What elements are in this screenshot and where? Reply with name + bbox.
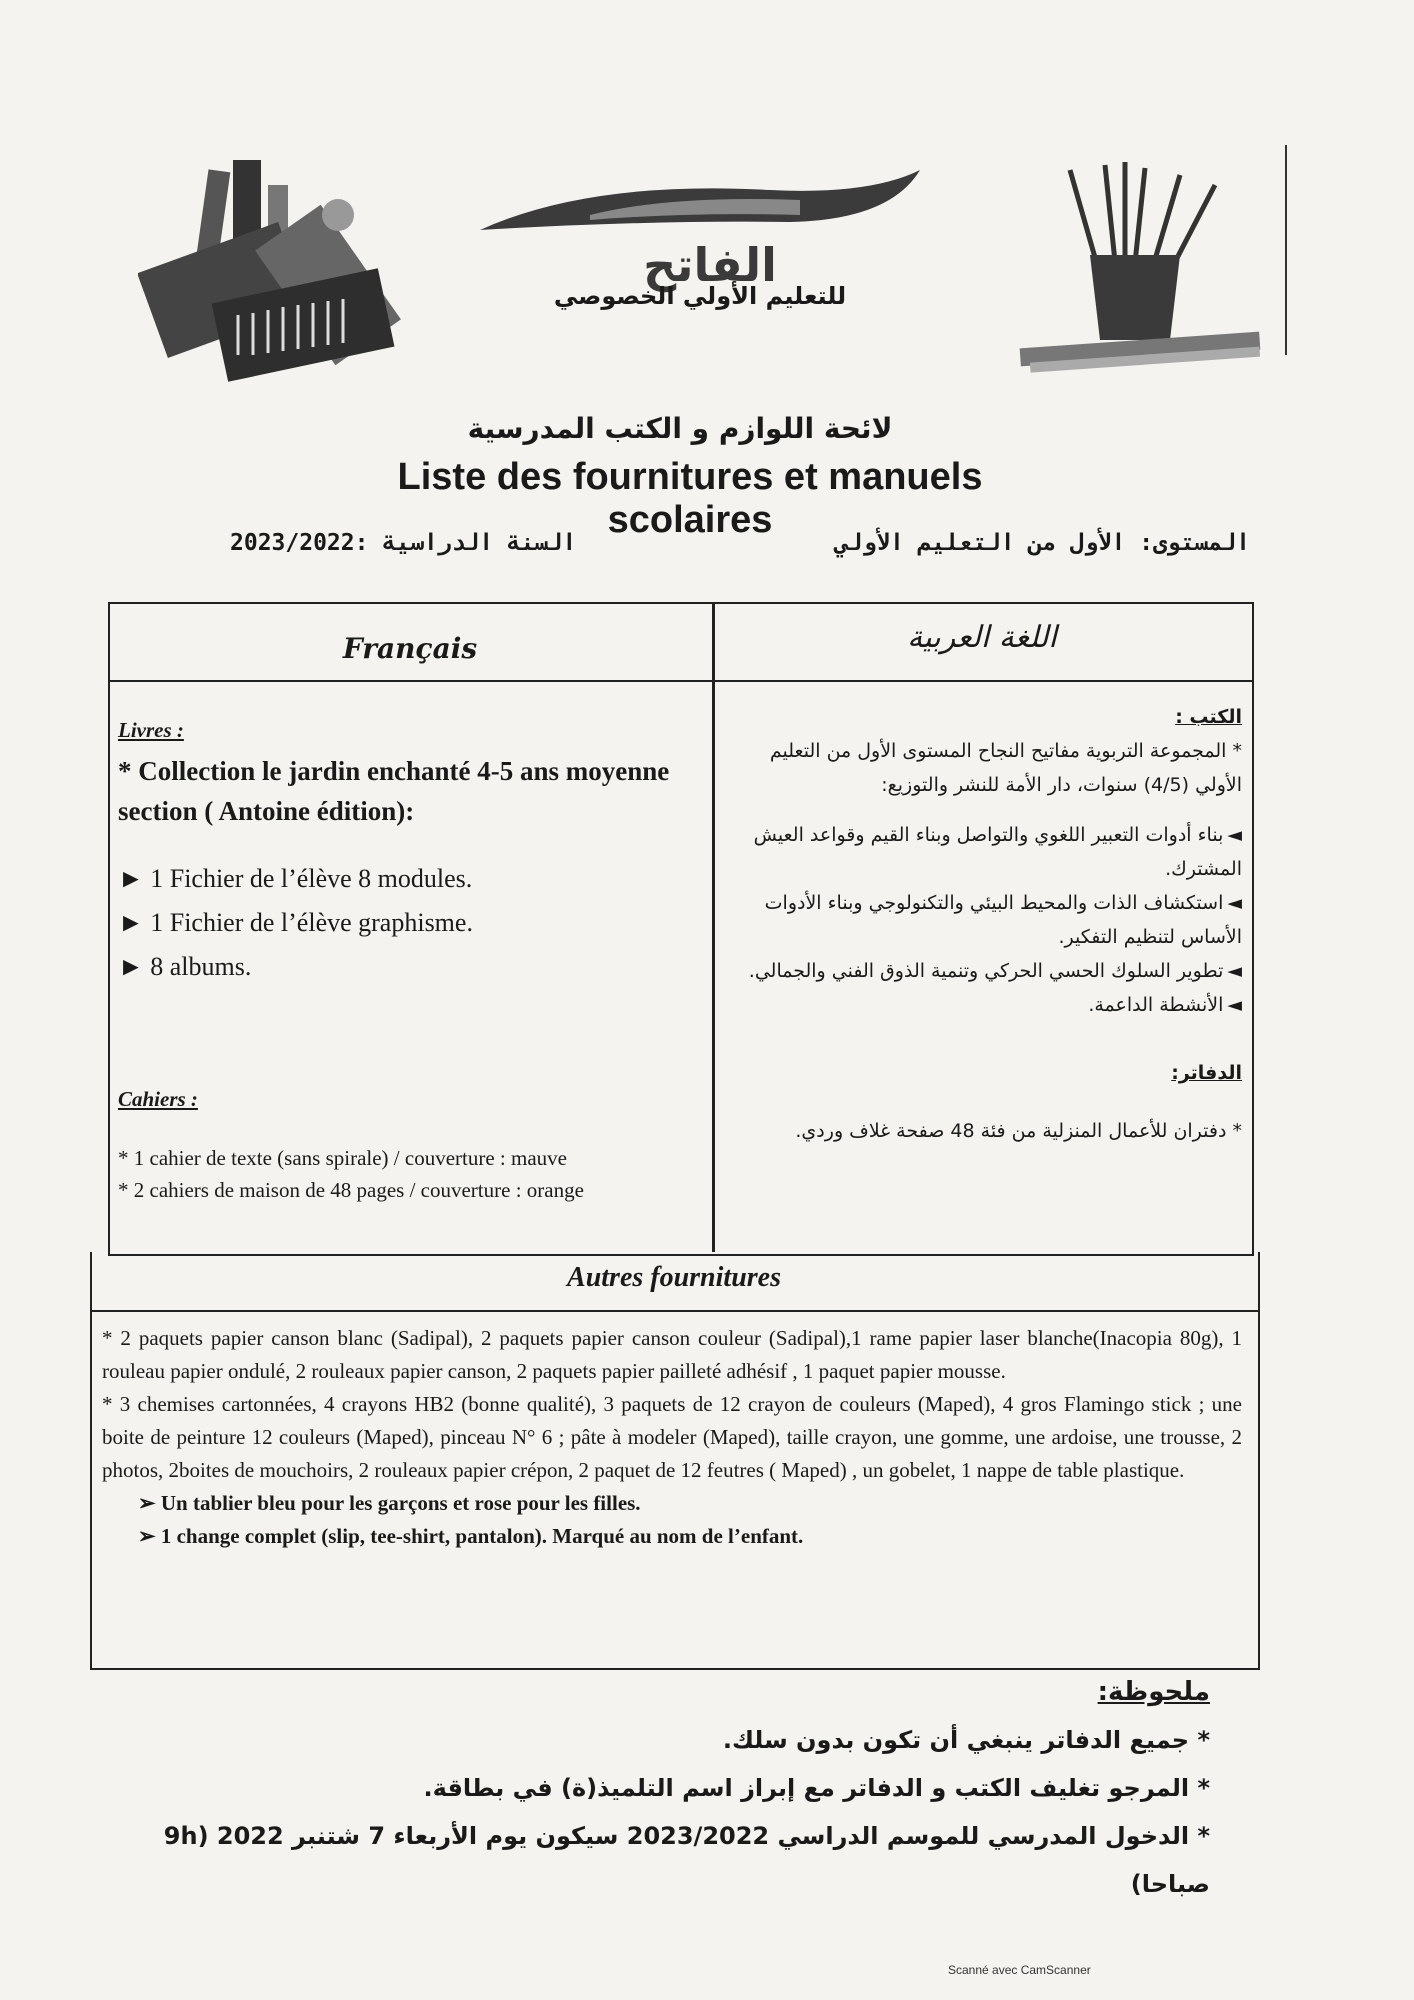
french-items — [118, 857, 698, 989]
arabic-column — [724, 700, 1242, 1148]
french-collection: * Collection le jardin enchanté 4-5 ans moyenne section ( Antoine édition): — [118, 756, 670, 826]
french-heading: Français — [342, 632, 478, 665]
list-item: ► 8 albums. — [118, 952, 252, 981]
autres-paragraph-1: * 2 paquets papier canson blanc (Sadipal), 2 paquets papier canson couleur (Sadipal),1 rame papier laser blanche(Inacopia 80g), 1 rouleau papier ondulé, 2 rouleaux papier canson, 2 paquets papier pailleté adhésif , 1 paquet papier mousse. — [102, 1326, 1242, 1383]
title-french: Liste des fournitures et manuels scolaires — [397, 456, 983, 541]
list-item: ◄ بناء أدوات التعبير اللغوي والتواصل وبناء القيم وقواعد العيش المشترك. — [724, 818, 1242, 886]
list-item: ◄ استكشاف الذات والمحيط البيئي والتكنولوجي وبناء الأدوات الأساس لتنظيم التفكير. — [724, 886, 1242, 954]
autres-arrow-2: ➢ 1 change complet (slip, tee-shirt, pantalon). Marqué au nom de l’enfant. — [102, 1520, 1242, 1553]
level-line — [230, 530, 1250, 556]
logo-text: الفاتح — [643, 238, 777, 292]
autres-arrow-1: ➢ Un tablier bleu pour les garçons et rose pour les filles. — [102, 1487, 1242, 1520]
header-divider — [108, 680, 1254, 682]
autres-heading: Autres fournitures — [567, 1262, 781, 1293]
margin-line — [1285, 145, 1287, 355]
school-year-text: السنة الدراسية :2023/2022 — [230, 530, 577, 556]
notebooks-title: الدفاتر: — [1171, 1062, 1242, 1084]
scanner-watermark: Scanné avec CamScanner — [948, 1963, 1091, 1977]
note-item: * المرجو تغليف الكتب و الدفاتر مع إبراز اسم التلميذ(ة) في بطاقة. — [423, 1774, 1210, 1802]
list-item: ► 1 Fichier de l’élève graphisme. — [118, 908, 473, 937]
cahiers-list — [118, 1142, 698, 1206]
livres-title: Livres : — [118, 718, 184, 742]
french-column — [118, 718, 698, 1206]
autres-paragraph-2: * 3 chemises cartonnées, 4 crayons HB2 (bonne qualité), 3 paquets de 12 crayon de couleurs (Maped), 4 gros Flamingo stick ; une boite de peinture 12 couleurs (Maped), pinceau N° 6 ; pâte à modeler (Maped), taille crayon, une gomme, une ardoise, une trousse, 2 photos, 2boites de mouchoirs, 2 rouleaux papier crépon, 2 paquet de 12 feutres ( Maped) , un gobelet, 1 nappe de table plastique. — [102, 1392, 1242, 1482]
cahiers-title: Cahiers : — [118, 1087, 198, 1111]
list-item: * 1 cahier de texte (sans spirale) / couverture : mauve — [118, 1146, 567, 1170]
books-title: الكتب : — [1175, 706, 1242, 728]
school-supplies-image — [138, 155, 438, 390]
school-logo — [470, 160, 950, 350]
notes-title: ملحوظة: — [1097, 1677, 1210, 1707]
list-item: ◄ الأنشطة الداعمة. — [724, 988, 1242, 1022]
list-item: ► 1 Fichier de l’élève 8 modules. — [118, 864, 473, 893]
arabic-collection: * المجموعة التربوية مفاتيح النجاح المستوى الأول من التعليم الأولي (4/5) سنوات، دار الأمة للنشر والتوزيع: — [769, 740, 1242, 796]
level-text: المستوى: الأول من التعليم الأولي — [834, 530, 1250, 556]
autres-divider — [90, 1310, 1258, 1312]
column-divider — [712, 602, 715, 1252]
note-item: * جميع الدفاتر ينبغي أن تكون بدون سلك. — [722, 1726, 1210, 1754]
note-item: * الدخول المدرسي للموسم الدراسي 2023/2022 سيكون يوم الأربعاء 7 شتنبر 2022 (9h صباحا) — [163, 1822, 1210, 1898]
arabic-heading: اللغة العربية — [907, 620, 1057, 655]
autres-body — [102, 1322, 1242, 1553]
notes-section — [130, 1668, 1210, 1908]
list-item: * 2 cahiers de maison de 48 pages / couverture : orange — [118, 1178, 584, 1202]
list-item: ◄ تطوير السلوك الحسي الحركي وتنمية الذوق الفني والجمالي. — [724, 954, 1242, 988]
pencil-cup-image — [1010, 160, 1270, 375]
title-arabic: لائحة اللوازم و الكتب المدرسية — [467, 412, 893, 445]
logo-subtitle: للتعليم الأولي الخصوصي — [553, 282, 847, 310]
notebooks-text: * دفتران للأعمال المنزلية من فئة 48 صفحة غلاف وردي. — [795, 1120, 1242, 1142]
